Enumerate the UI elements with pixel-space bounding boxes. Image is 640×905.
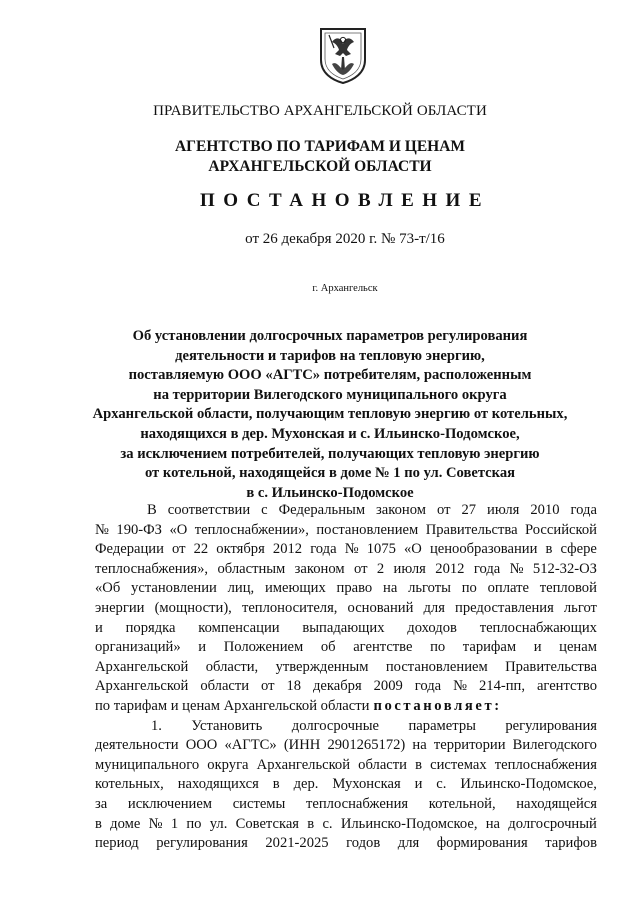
word: на [412, 737, 427, 754]
word: от [172, 541, 186, 558]
word: предоставления [455, 599, 554, 616]
word: от [261, 678, 275, 695]
word: льгот [563, 599, 597, 616]
agency-name-line: АГЕНТСТВО ПО ТАРИФАМ И ЦЕНАМ [174, 138, 466, 155]
word: № [344, 541, 359, 558]
word: законом [376, 502, 426, 518]
word: 214-пп, [478, 678, 525, 695]
document-type-title: ПОСТАНОВЛЕНИЕ [199, 190, 491, 211]
word: № [95, 521, 109, 538]
government-name: ПРАВИТЕЛЬСТВО АРХАНГЕЛЬСКОЙ ОБЛАСТИ [153, 103, 487, 119]
word: от [354, 560, 368, 577]
body-line [95, 599, 597, 619]
body-line [95, 717, 597, 737]
word: 2012 [435, 560, 465, 577]
subject-line: за исключением потребителей, получающих тепловую энергию [120, 445, 540, 462]
word: Правительства [425, 521, 518, 538]
word: территории [433, 737, 506, 754]
word: теплоносителя, [241, 599, 338, 616]
body-line [95, 560, 597, 580]
word: долгосрочный [508, 815, 597, 832]
word: 2021-2025 [265, 835, 329, 852]
document-date-number: от 26 декабря 2020 г. № 73-т/16 [245, 231, 445, 247]
word: теплоснабжения [494, 756, 597, 773]
body-line [95, 795, 597, 815]
word: 2009 [373, 678, 403, 695]
word: 2012 [272, 541, 303, 558]
word: порядка [125, 619, 176, 636]
word: дер. [293, 776, 319, 793]
word: 2 [376, 560, 385, 577]
word: теплоснабжении», [194, 521, 309, 538]
word: организаций» [95, 639, 181, 656]
word: тепловой [539, 580, 597, 597]
word: деятельности [95, 737, 179, 754]
word: декабря [313, 678, 362, 695]
word: долгосрочные [291, 717, 380, 734]
agency-name [0, 137, 640, 177]
word: компенсации [198, 619, 280, 636]
word: в [95, 815, 102, 832]
word: года [310, 541, 337, 558]
subject-line: от котельной, находящейся в доме № 1 по ул. Советская [144, 465, 516, 482]
word: по [461, 580, 477, 597]
word: по [430, 639, 446, 656]
word: период [95, 835, 139, 852]
word: лиц, [227, 580, 255, 597]
word: ООО [185, 737, 218, 754]
word: «Об [95, 580, 121, 597]
word: 27 [461, 502, 477, 518]
word: Российской [525, 521, 597, 538]
body-line [95, 658, 597, 678]
body-line [95, 834, 597, 854]
word: соответствии [167, 502, 251, 518]
word: Положением [223, 639, 304, 656]
body-line [95, 815, 597, 835]
subject-line: в с. Ильинско-Подомское [246, 484, 414, 501]
coat-of-arms-icon [318, 26, 368, 84]
word: и [198, 639, 207, 656]
word: Федеральным [278, 502, 366, 518]
word: Федерации [95, 541, 164, 558]
word: теплоснабжения», [95, 560, 209, 577]
word: доме [110, 815, 141, 832]
word: постановлением [385, 658, 488, 675]
word: для [423, 599, 445, 616]
word: на [383, 580, 398, 597]
document-body [95, 501, 597, 854]
word: «О [169, 521, 188, 538]
document-city: г. Архангельск [312, 283, 378, 294]
body-line [95, 638, 597, 658]
word: с [261, 502, 268, 518]
word: № [509, 560, 524, 577]
word: В [147, 502, 157, 518]
word: от [436, 502, 451, 518]
subject-line: на территории Вилегодского муниципального округа [153, 386, 507, 403]
subject-line: находящихся в дер. Мухонская и с. Ильинско-Подомское, [140, 425, 520, 442]
word: 512-32-ОЗ [532, 560, 597, 577]
word: в [415, 756, 422, 773]
body-line [95, 756, 597, 776]
word: параметры [408, 717, 476, 734]
word: октября [216, 541, 265, 558]
word: (мощности), [154, 599, 232, 616]
word: 2010 [530, 502, 560, 518]
body-line [95, 579, 597, 599]
word: ценообразовании [429, 541, 538, 558]
word: находящейся [516, 795, 597, 812]
word: котельных, [95, 776, 164, 793]
word: Ильинско-Подомское, [340, 815, 478, 832]
word: области [200, 678, 250, 695]
word: областным [217, 560, 286, 577]
word: 18 [286, 678, 302, 695]
word: системы [232, 795, 286, 812]
word: на [485, 815, 501, 832]
word: для [397, 835, 420, 852]
word: 190-ФЗ [116, 521, 162, 538]
word: формирования [436, 835, 528, 852]
decree-word: постановляет: [373, 697, 502, 714]
word: июля [393, 560, 426, 577]
word: по [186, 815, 202, 832]
word: оснований [347, 599, 414, 616]
body-line [95, 540, 597, 560]
word: Правительства [505, 658, 597, 675]
word: года [473, 560, 501, 577]
word: «АГТС» [224, 737, 277, 754]
word: с. [322, 815, 333, 832]
subject-line: Об установлении долгосрочных параметров регулирования [132, 328, 528, 344]
word: оплате [487, 580, 529, 597]
word: регулирования [156, 835, 248, 852]
word: Советская [235, 815, 300, 832]
word: системах [430, 756, 487, 773]
word: и [95, 619, 103, 636]
word: исключением [127, 795, 213, 812]
agency-name-line: АРХАНГЕЛЬСКОЙ ОБЛАСТИ [208, 158, 432, 175]
word: 22 [193, 541, 209, 558]
word: регулирования [505, 717, 597, 734]
word: тарифам [462, 639, 517, 656]
word: агентство [536, 678, 597, 695]
word: Вилегодского [512, 737, 597, 754]
word: сфере [560, 541, 597, 558]
subject-line: деятельности и тарифов на тепловую энергию, [175, 347, 485, 364]
body-line [95, 677, 597, 697]
word: теплоснабжения [306, 795, 409, 812]
decree-line [95, 697, 597, 717]
word: с. [436, 776, 447, 793]
word: выпадающих [302, 619, 385, 636]
subject-line: поставляемую ООО «АГТС» потребителям, расположенным [128, 367, 532, 384]
word: теплоснабжающих [479, 619, 597, 636]
word: 1 [170, 815, 179, 832]
word: имеющих [264, 580, 326, 597]
word: (ИНН [283, 737, 321, 754]
word: Архангельской [95, 678, 189, 695]
word: котельной, [428, 795, 496, 812]
word: ул. [209, 815, 228, 832]
word: области, [205, 658, 259, 675]
word: утвержденным [275, 658, 369, 675]
word: льготы [408, 580, 451, 597]
word: Ильинско-Подомское, [460, 776, 597, 793]
word: Архангельской [95, 658, 189, 675]
word: года [570, 502, 597, 518]
word: в [307, 815, 315, 832]
word: муниципального [95, 756, 200, 773]
word: право [336, 580, 373, 597]
word: постановлением [316, 521, 419, 538]
word: Архангельской [256, 756, 351, 773]
word: № [148, 815, 163, 832]
word: доходов [407, 619, 457, 636]
word: июля [487, 502, 520, 518]
word: установлении [131, 580, 217, 597]
word: № [453, 678, 468, 695]
word: и [533, 639, 542, 656]
word: округа [207, 756, 249, 773]
word: 1. [151, 717, 162, 734]
word: энергии [95, 599, 145, 616]
word: годов [346, 835, 381, 852]
word: законом [294, 560, 345, 577]
word: года [414, 678, 442, 695]
word: в [272, 776, 280, 793]
body-line [95, 521, 597, 541]
word: 2901265172) [327, 737, 406, 754]
document-subject [80, 327, 580, 503]
word: Мухонская [332, 776, 401, 793]
word: об [320, 639, 336, 656]
body-line [95, 501, 597, 521]
word: за [95, 795, 108, 812]
body-line [95, 619, 597, 639]
word: и [414, 776, 423, 793]
body-line [95, 775, 597, 795]
word: тарифов [545, 835, 597, 852]
word: агентстве [353, 639, 413, 656]
word: 1075 [366, 541, 396, 558]
word: ценам [559, 639, 597, 656]
decree-line-prefix: по тарифам и ценам Архангельской области [95, 697, 370, 714]
word: в [545, 541, 553, 558]
subject-line: Архангельской области, получающим тепловую энергию от котельных, [92, 406, 568, 423]
word: «О [404, 541, 422, 558]
word: области [358, 756, 407, 773]
word: находящихся [177, 776, 259, 793]
word: Установить [191, 717, 263, 734]
body-line [95, 736, 597, 756]
